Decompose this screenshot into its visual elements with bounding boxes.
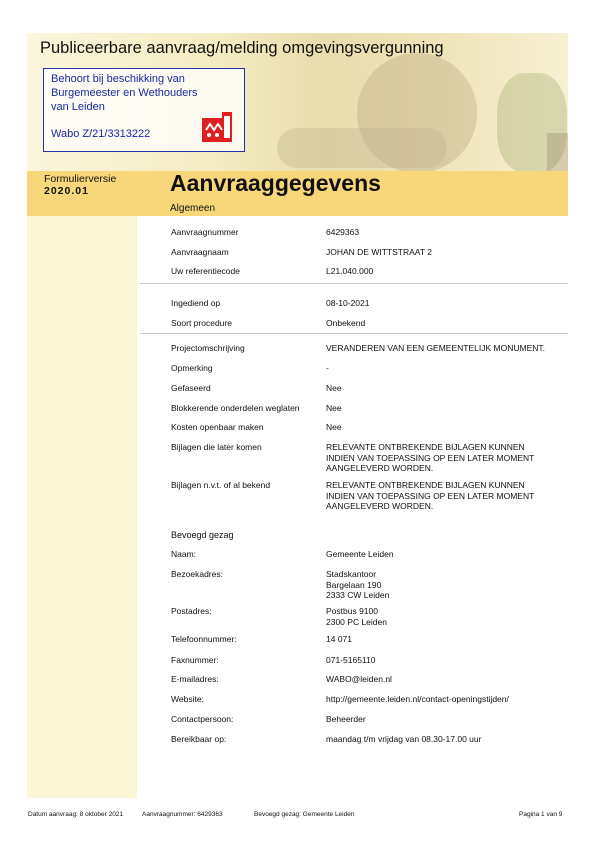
field-label: Opmerking [171, 363, 213, 373]
field-label: Bijlagen n.v.t. of al bekend [171, 480, 271, 490]
field-value: 071-5165110 [326, 655, 376, 665]
authority-line: Behoort bij beschikking van [51, 73, 185, 85]
divider [140, 283, 568, 284]
field-label: Website: [171, 694, 204, 704]
email-link[interactable]: WABO@leiden.nl [326, 674, 392, 684]
field-label: Bezoekadres: [171, 569, 223, 579]
case-number: Wabo Z/21/3313222 [51, 128, 151, 140]
field-label: Blokkerende onderdelen weglaten [171, 403, 300, 413]
field-value: 08-10-2021 [326, 298, 370, 308]
field-label: Postadres: [171, 606, 212, 616]
field-value: Nee [326, 422, 342, 432]
field-value: VERANDEREN VAN EEN GEMEENTELIJK MONUMENT. [326, 343, 545, 353]
field-label: Faxnummer: [171, 655, 219, 665]
field-label: Uw referentiecode [171, 266, 240, 276]
field-label: Naam: [171, 549, 197, 559]
field-value: Nee [326, 383, 342, 393]
field-value: Postbus 9100 2300 PC Leiden [326, 606, 387, 627]
field-label: Aanvraagnaam [171, 247, 229, 257]
form-version-label: Formulierversie [44, 173, 117, 185]
field-label: Soort procedure [171, 318, 232, 328]
field-value: Nee [326, 403, 342, 413]
authority-line: van Leiden [51, 101, 105, 113]
footer-date: Datum aanvraag: 8 oktober 2021 [28, 811, 124, 818]
field-label: Telefoonnummer: [171, 634, 237, 644]
field-value: L21.040.000 [326, 266, 374, 276]
field-value: JOHAN DE WITTSTRAAT 2 [326, 247, 432, 257]
field-value: Onbekend [326, 318, 366, 328]
section-subtitle: Algemeen [170, 203, 216, 214]
field-value: Gemeente Leiden [326, 549, 394, 559]
section-title: Aanvraaggegevens [170, 170, 381, 196]
field-label: Contactpersoon: [171, 714, 234, 724]
field-label: E-mailadres: [171, 674, 219, 684]
field-label: Gefaseerd [171, 383, 211, 393]
field-label: Ingediend op [171, 298, 221, 308]
field-value: maandag t/m vrijdag van 08.30-17.00 uur [326, 734, 482, 744]
authority-heading: Bevoegd gezag [171, 530, 234, 540]
field-label: Bijlagen die later komen [171, 442, 262, 452]
photo-shape [547, 133, 568, 171]
photo-shape [277, 128, 447, 168]
footer-request-number: Aanvraagnummer: 6429363 [142, 811, 223, 818]
field-value: 14 071 [326, 634, 352, 644]
divider [140, 333, 568, 334]
authority-line: Burgemeester en Wethouders [51, 87, 198, 99]
field-value: RELEVANTE ONTBREKENDE BIJLAGEN KUNNEN INDIEN VAN TOEPASSING OP EEN LATER MOMENT AANGELEVERD WORDEN. [326, 442, 535, 473]
footer-authority: Bevoegd gezag: Gemeente Leiden [254, 811, 355, 818]
footer-page-number: Pagina 1 van 9 [519, 811, 563, 818]
field-label: Bereikbaar op: [171, 734, 227, 744]
field-value: RELEVANTE ONTBREKENDE BIJLAGEN KUNNEN INDIEN VAN TOEPASSING OP EEN LATER MOMENT AANGELEVERD WORDEN. [326, 480, 535, 511]
leiden-logo-icon [200, 108, 234, 144]
left-sidebar-strip [27, 171, 137, 798]
form-version-number: 2020.01 [44, 185, 89, 197]
field-label: Aanvraagnummer [171, 227, 239, 237]
field-value: Stadskantoor Bargelaan 190 2333 CW Leiden [326, 569, 390, 600]
field-value: 6429363 [326, 227, 360, 237]
field-label: Kosten openbaar maken [171, 422, 264, 432]
field-label: Projectomschrijving [171, 343, 245, 353]
website-link[interactable]: http://gemeente.leiden.nl/contact-openingstijden/ [326, 694, 509, 704]
page-title: Publiceerbare aanvraag/melding omgevingsvergunning [40, 39, 444, 57]
field-value: Beheerder [326, 714, 366, 724]
field-value: - [326, 363, 329, 373]
